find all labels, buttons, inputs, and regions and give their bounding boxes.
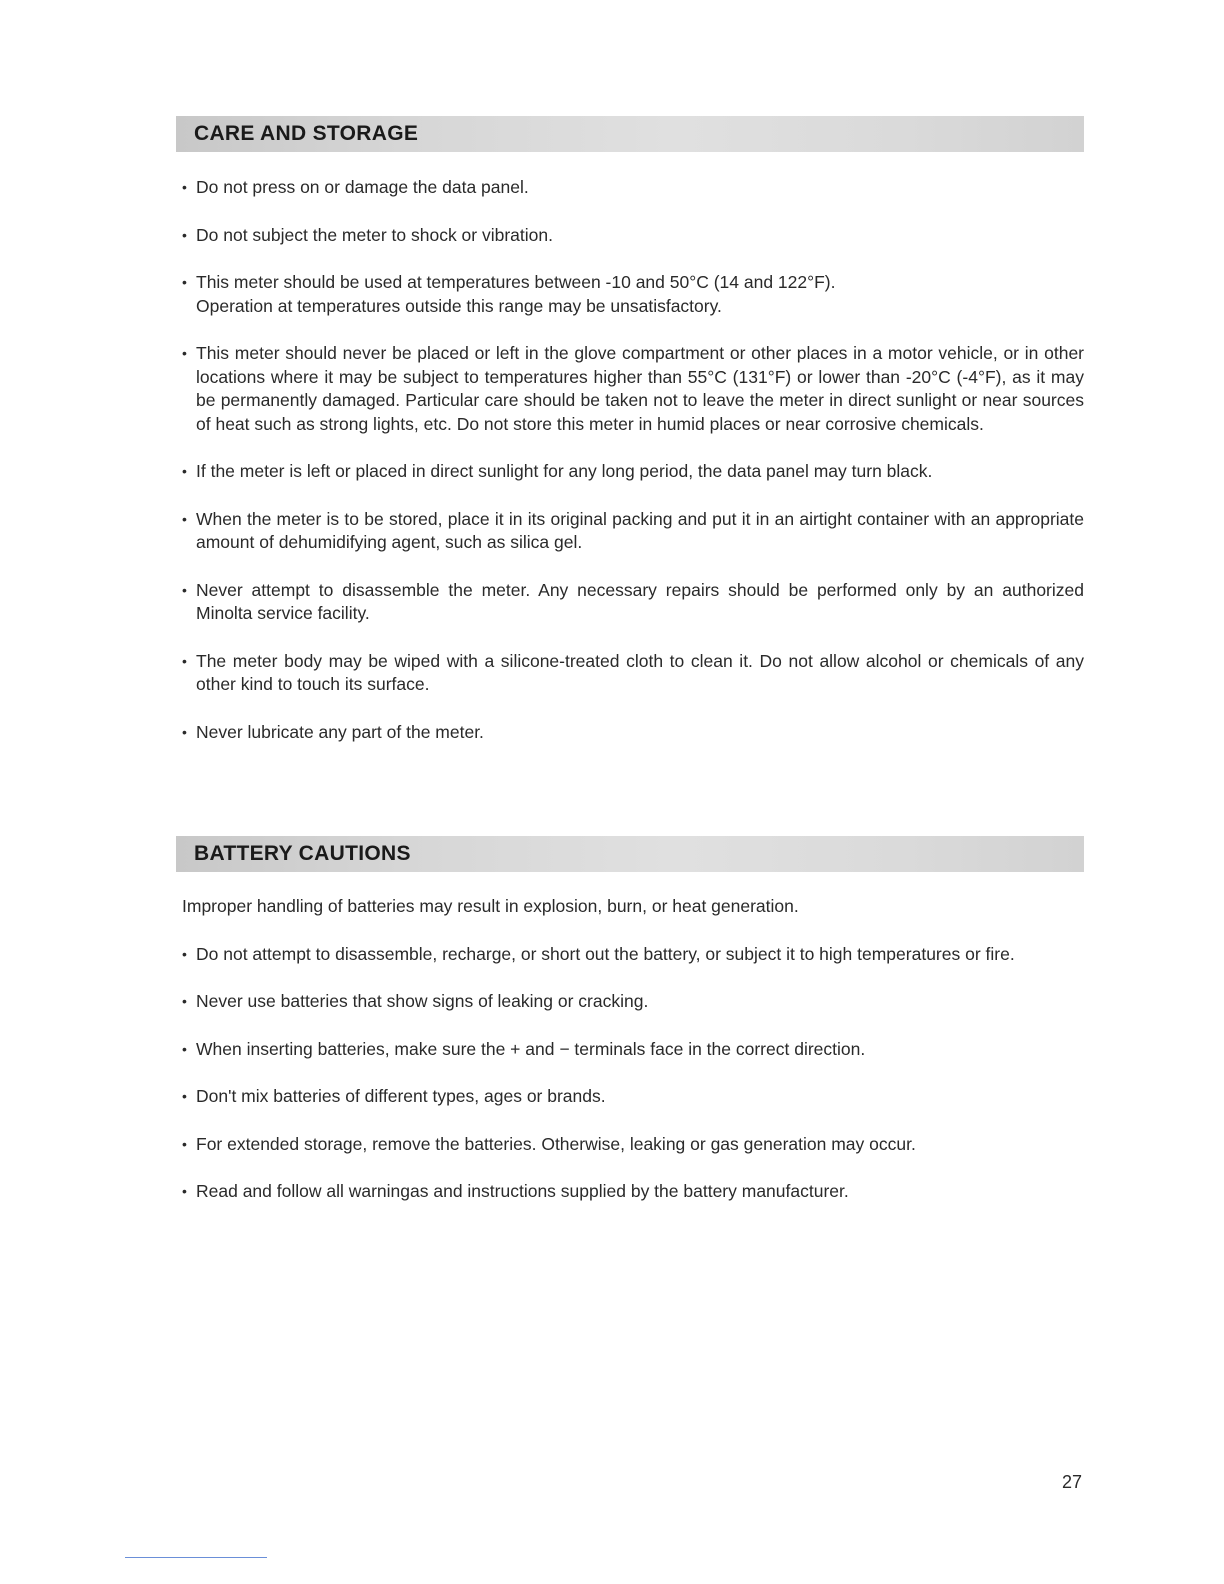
bullet-icon: • [182, 1183, 187, 1199]
list-item-text: Do not attempt to disassemble, recharge, or short out the battery, or subject it to high temperatures or fire. [196, 943, 1015, 964]
battery-cautions-list [182, 895, 1084, 1228]
list-item [182, 224, 1084, 248]
list-item [182, 342, 1084, 436]
list-item [182, 460, 1084, 484]
bullet-icon: • [182, 723, 187, 740]
list-item [182, 721, 1084, 745]
list-item-text: If the meter is left or placed in direct sunlight for any long period, the data panel may turn black. [196, 461, 933, 481]
bullet-icon: • [182, 945, 187, 962]
bullet-icon: • [182, 1040, 187, 1057]
bullet-icon: • [182, 226, 187, 243]
list-item [182, 1038, 1084, 1062]
bullet-icon: • [182, 463, 187, 479]
page-number: 27 [1061, 1472, 1082, 1492]
list-item-text: For extended storage, remove the batteries. Otherwise, leaking or gas generation may occur. [196, 1133, 916, 1154]
list-item [182, 1133, 1084, 1157]
care-storage-list [182, 176, 1084, 768]
list-item-text: Don't mix batteries of different types, ages or brands. [196, 1086, 606, 1106]
bullet-icon: • [182, 993, 187, 1009]
list-item [182, 650, 1084, 697]
list-item [182, 508, 1084, 555]
list-item-text: Never lubricate any part of the meter. [196, 721, 484, 742]
bullet-icon: • [182, 1135, 187, 1152]
battery-cautions-title: BATTERY CAUTIONS [194, 842, 411, 865]
bullet-icon: • [182, 1088, 187, 1104]
care-storage-header [176, 116, 1084, 152]
list-item [182, 1180, 1084, 1204]
bullet-icon: • [182, 274, 187, 290]
list-item-text: When the meter is to be stored, place it in its original packing and put it in an airtight container with an appropriate amount of dehumidifying agent, such as silica gel. [196, 508, 1084, 552]
battery-intro: Improper handling of batteries may result in explosion, burn, or heat generation. [182, 896, 799, 916]
bullet-icon: • [182, 652, 187, 669]
list-item [182, 579, 1084, 626]
list-item [182, 176, 1084, 200]
footer-divider [125, 1557, 267, 1558]
bullet-icon: • [182, 581, 187, 598]
list-item-text: This meter should never be placed or left in the glove compartment or other places in a motor vehicle, or in other locations where it may be subject to temperatures higher than 55°C (131°F) or lower than -20°C (-4°F), as it may be permanently damaged. Particular care should be taken not to leave the meter in direct sunlight or near sources of heat such as strong lights, etc. Do not store this meter in humid places or near corrosive chemicals. [196, 343, 1084, 434]
bullet-icon: • [182, 510, 187, 527]
list-item [182, 990, 1084, 1014]
list-item [182, 271, 1084, 318]
list-item [182, 1085, 1084, 1109]
list-item-text: Never use batteries that show signs of leaking or cracking. [196, 991, 649, 1011]
list-item-text: The meter body may be wiped with a silicone-treated cloth to clean it. Do not allow alcohol or chemicals of any other kind to touch its surface. [196, 650, 1084, 694]
list-item-text: Do not subject the meter to shock or vibration. [196, 224, 553, 245]
list-item-text-continued: Operation at temperatures outside this range may be unsatisfactory. [196, 295, 722, 316]
battery-cautions-header [176, 836, 1084, 872]
list-item [182, 943, 1084, 967]
list-item-text: When inserting batteries, make sure the + and − terminals face in the correct direction. [196, 1038, 866, 1059]
bullet-icon: • [182, 345, 187, 361]
bullet-icon: • [182, 179, 187, 195]
list-item-text: Read and follow all warningas and instructions supplied by the battery manufacturer. [196, 1181, 849, 1201]
care-storage-title: CARE AND STORAGE [194, 122, 419, 145]
list-item-text: This meter should be used at temperatures between -10 and 50°C (14 and 122°F). [196, 272, 836, 292]
list-item-text: Never attempt to disassemble the meter. Any necessary repairs should be performed only by an authorized Minolta service facility. [196, 579, 1084, 623]
list-item-text: Do not press on or damage the data panel. [196, 177, 529, 197]
